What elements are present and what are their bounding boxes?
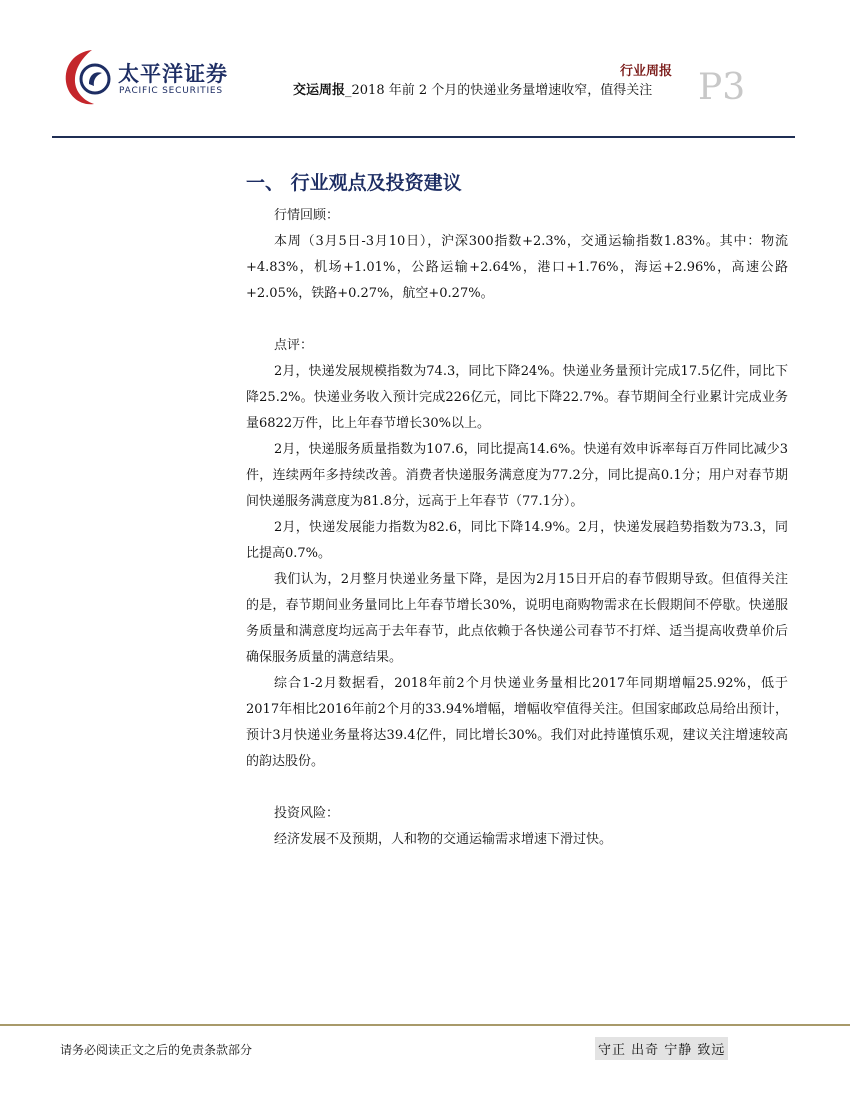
footer-divider xyxy=(0,1024,850,1026)
report-type: 行业周报 xyxy=(620,64,673,79)
risk-paragraph: 经济发展不及预期，人和物的交通运输需求增速下滑过快。 xyxy=(274,832,613,847)
company-logo xyxy=(62,46,232,108)
comment-paragraph-5: 综合1-2月数据看，2018年前2个月快递业务量相比2017年同期增幅25.92%，低于2017年相比2016年前2个月的33.94%增幅，增幅收窄值得关注。但国家邮政总局给出预计，预计3月快递业务量将达39.4亿件，同比增长30%。我们对此持谨慎乐观，建议关注增速较高的韵达股份。 xyxy=(246,676,788,769)
comment-paragraph-4: 我们认为，2月整月快递业务量下降，是因为2月15日开启的春节假期导致。但值得关注的是，春节期间业务量同比上年春节增长30%，说明电商购物需求在长假期间不停歇。快递服务质量和满意度均远高于去年春节，此点依赖于各快递公司春节不打烊、适当提高收费单价后确保服务质量的满意结果。 xyxy=(246,572,788,665)
page-number: P3 xyxy=(698,67,746,108)
comment-paragraph-2: 2月，快递服务质量指数为107.6，同比提高14.6%。快递有效申诉率每百万件同比减少3件，连续两年多持续改善。消费者快递服务满意度为77.2分，同比提高0.1分；用户对春节期间快递服务满意度为81.8分，远高于上年春节（77.1分）。 xyxy=(246,442,788,509)
comment-paragraph-1: 2月，快递发展规模指数为74.3，同比下降24%。快递业务量预计完成17.5亿件，同比下降25.2%。快递业务收入预计完成226亿元，同比下降22.7%。春节期间全行业累计完成业务量6822万件，比上年春节增长30%以上。 xyxy=(246,364,788,431)
pacific-securities-emblem-icon xyxy=(62,46,114,108)
footer-slogan: 守正 出奇 宁静 致远 xyxy=(595,1037,728,1060)
report-title-rest: _2018 年前 2 个月的快递业务量增速收窄，值得关注 xyxy=(345,83,653,98)
comment-paragraph-3: 2月，快递发展能力指数为82.6，同比下降14.9%。2月，快递发展趋势指数为73.3，同比提高0.7%。 xyxy=(246,520,788,561)
comment-label: 点评： xyxy=(274,338,314,353)
market-review-paragraph: 本周（3月5日-3月10日），沪深300指数+2.3%，交通运输指数1.83%。其中：物流+4.83%，机场+1.01%，公路运输+2.64%，港口+1.76%，海运+2.96%，高速公路+2.05%，铁路+0.27%，航空+0.27%。 xyxy=(246,234,788,301)
section-title: 一、 行业观点及投资建议 xyxy=(246,172,462,194)
risk-label: 投资风险： xyxy=(274,806,340,821)
report-title xyxy=(293,79,652,98)
report-body xyxy=(246,203,788,853)
market-review-label: 行情回顾： xyxy=(274,208,340,223)
logo-chinese-name: 太平洋证券 xyxy=(118,62,228,86)
footer-disclaimer-link[interactable]: 请务必阅读正文之后的免责条款部分 xyxy=(60,1043,253,1057)
logo-english-name: PACIFIC SECURITIES xyxy=(119,86,223,96)
header-divider xyxy=(52,136,795,138)
report-title-lead: 交运周报 xyxy=(293,83,346,98)
